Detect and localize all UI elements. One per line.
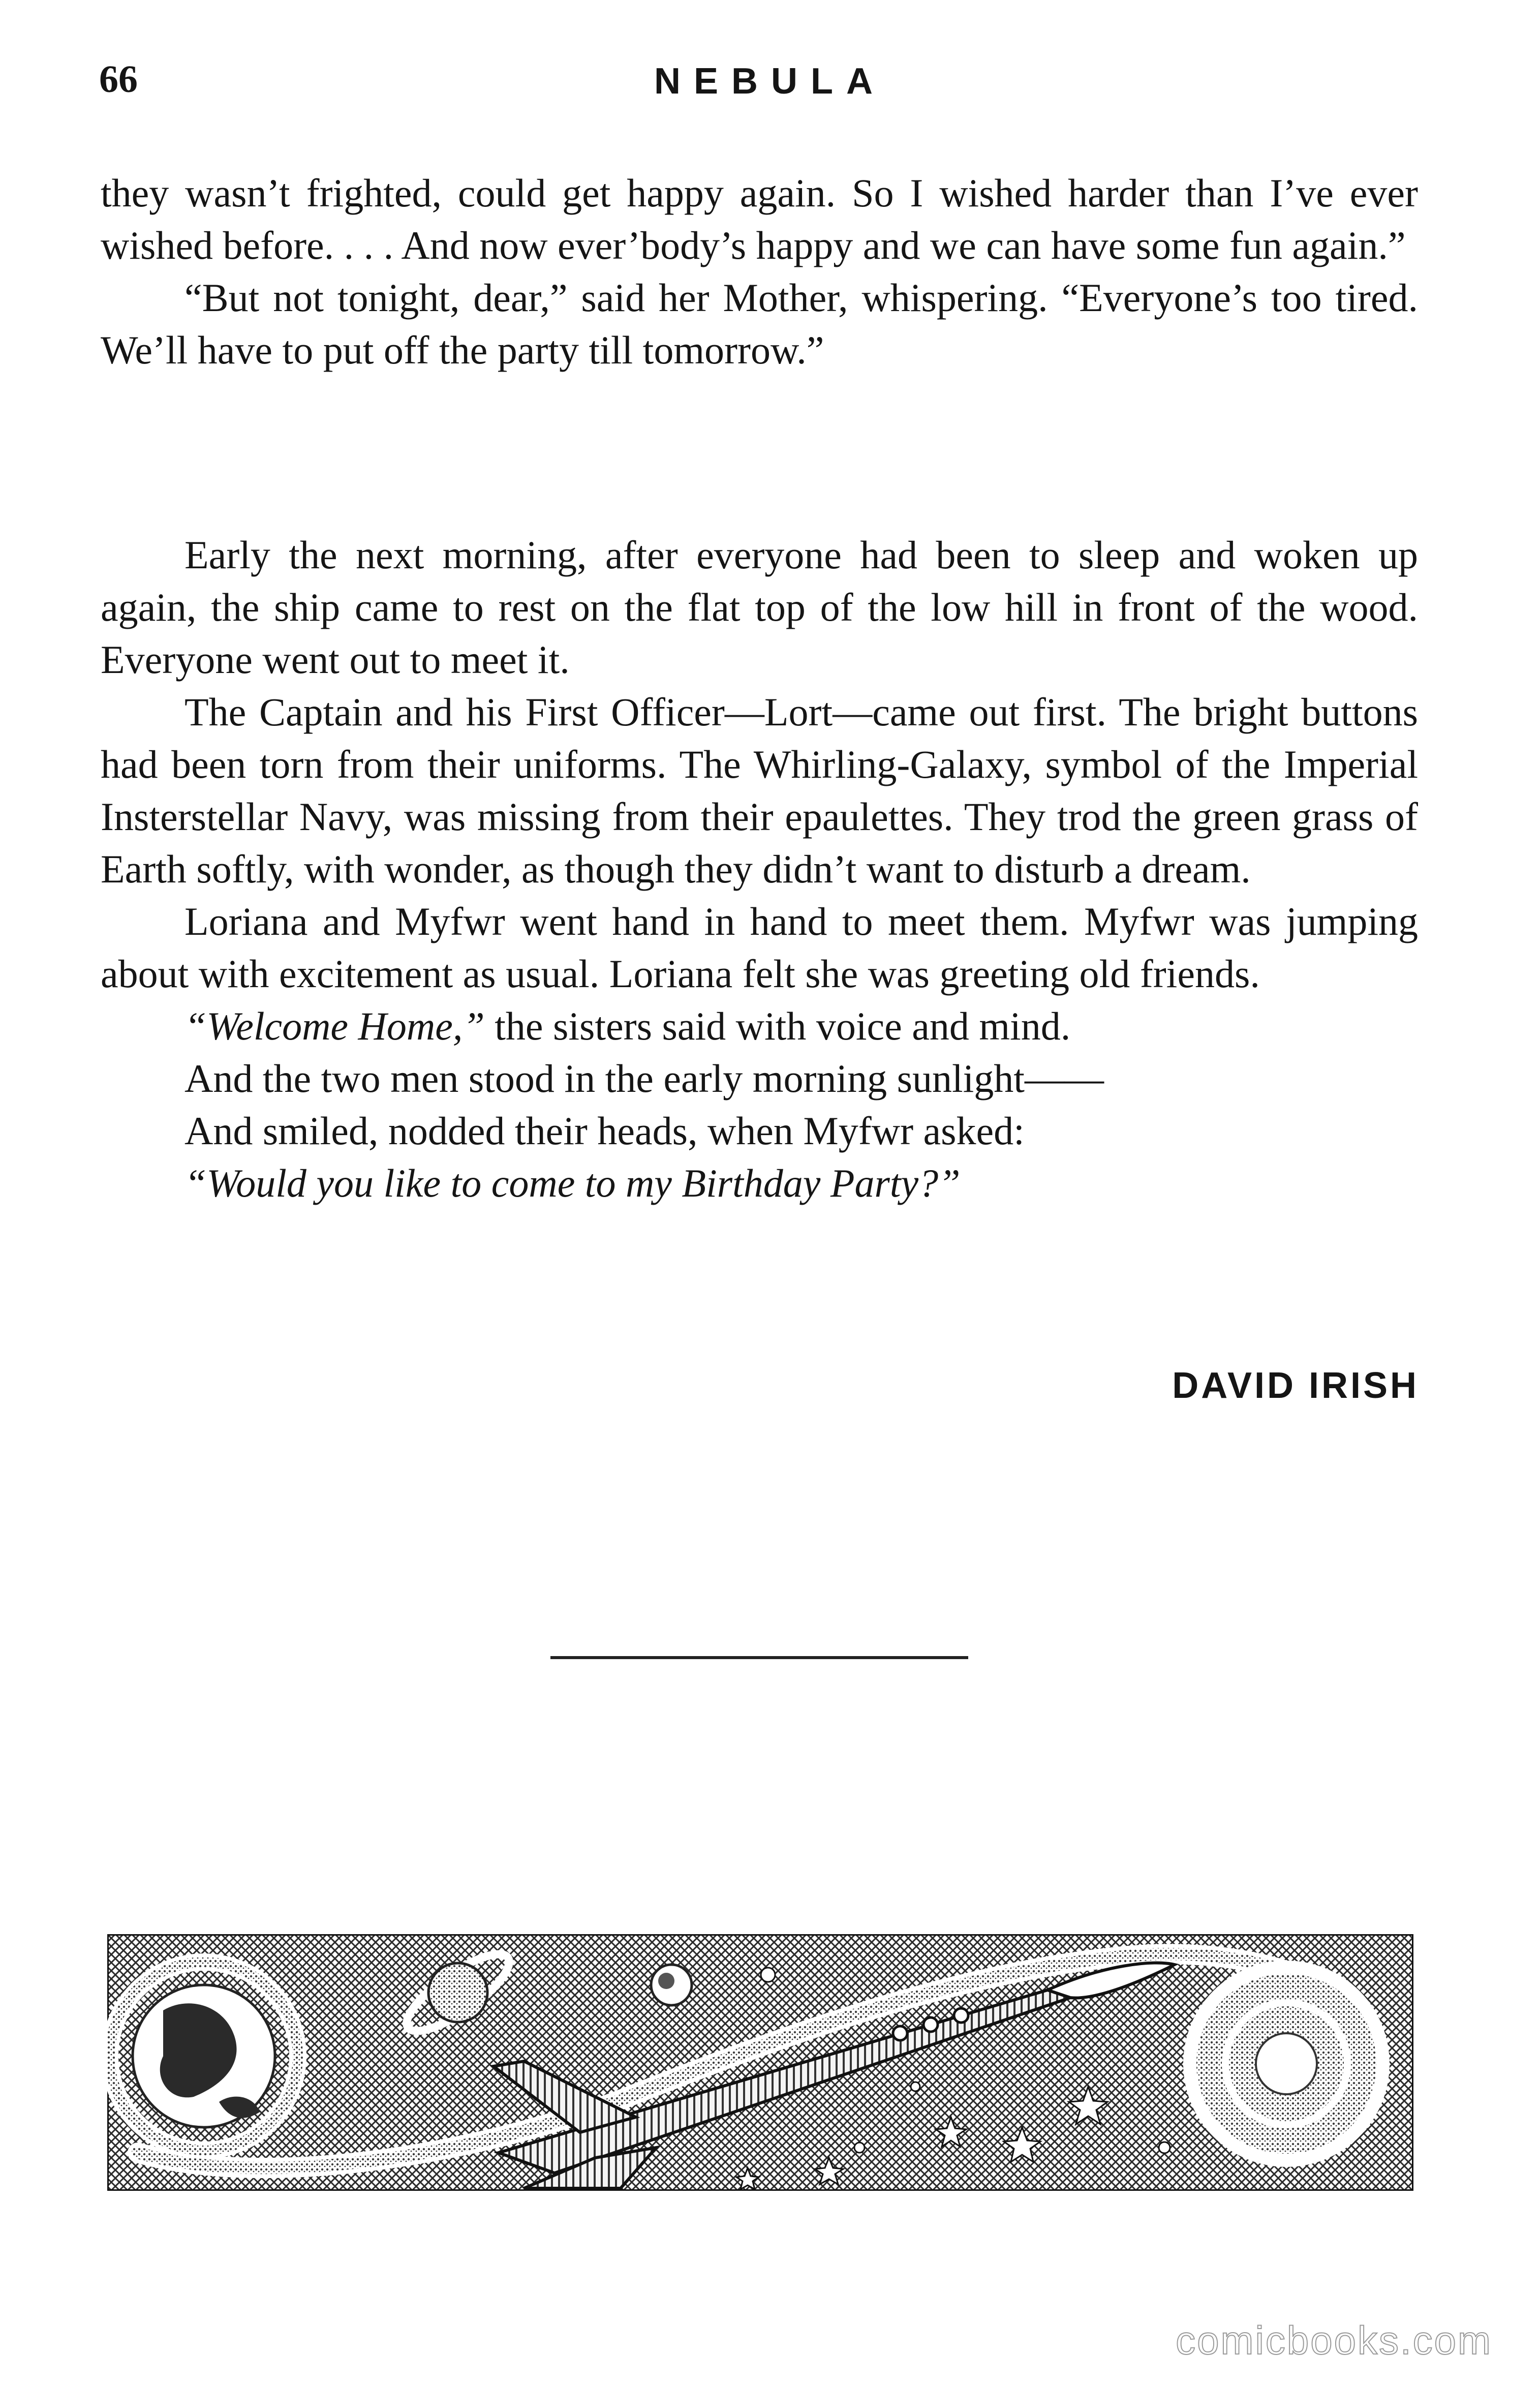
story-text-section-two (101, 529, 1418, 1209)
earth-planet (110, 1962, 298, 2150)
paragraph: they wasn’t frighted, could get happy again. So I wished harder than I’ve ever wished before. . . . And now ever’body’s happy and we can have some fun again.” (101, 171, 1418, 267)
final-question: “Would you like to come to my Birthday Party?” (184, 1161, 961, 1205)
spiral-galaxy (1190, 1967, 1383, 2160)
author-byline: DAVID IRISH (1172, 1365, 1419, 1406)
page-number: 66 (99, 58, 138, 101)
rocket-ship-space-illustration (107, 1934, 1413, 2191)
closing-line: And smiled, nodded their heads, when Myfwr asked: (184, 1109, 1025, 1153)
section-divider (550, 1656, 968, 1659)
running-head: NEBULA (654, 61, 886, 102)
paragraph: The Captain and his First Officer—Lort—came out first. The bright buttons had been torn from their uniforms. The Whirling-Galaxy, symbol of the Imperial Insterstellar Navy, was missing from their epaulettes. They trod the green grass of Earth softly, with wonder, as though they didn’t want to disturb a dream. (101, 690, 1418, 891)
welcome-home-quote: “Welcome Home,” (184, 1004, 485, 1048)
closing-line: And the two men stood in the early morning sunlight—— (184, 1056, 1104, 1100)
watermark: comicbooks.com (1176, 2318, 1492, 2363)
story-text-section-one (101, 167, 1418, 376)
paragraph: “But not tonight, dear,” said her Mother, whispering. “Everyone’s too tired. We’ll have to put off the party till tomorrow.” (101, 276, 1418, 372)
paragraph: Loriana and Myfwr went hand in hand to meet them. Myfwr was jumping about with excitement as usual. Loriana felt she was greeting old friends. (101, 899, 1418, 996)
paragraph: Early the next morning, after everyone had been to sleep and woken up again, the ship came to rest on the flat top of the low hill in front of the wood. Everyone went out to meet it. (101, 533, 1418, 682)
closing-line-text: the sisters said with voice and mind. (484, 1004, 1071, 1048)
closing-line (101, 1000, 1418, 1052)
small-moon (651, 1965, 692, 2005)
